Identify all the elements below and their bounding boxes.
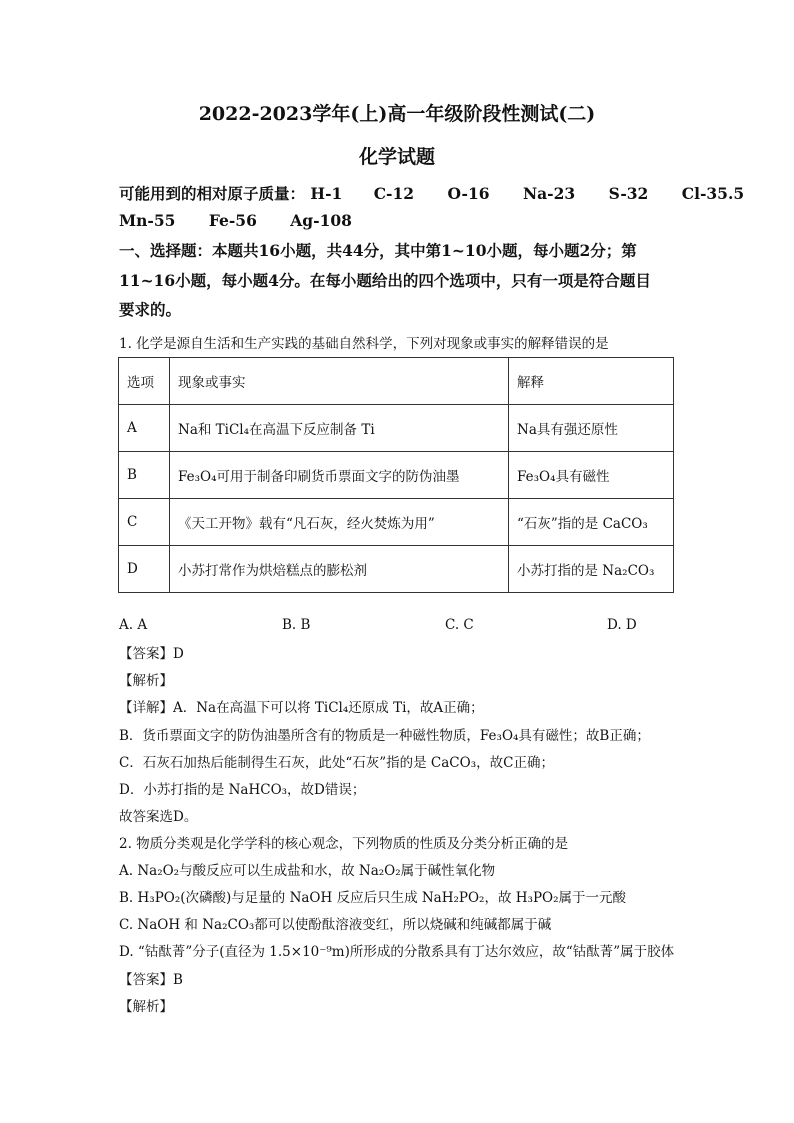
question-2-stem: 2. 物质分类观是化学学科的核心观念，下列物质的性质及分类分析正确的是 bbox=[119, 836, 569, 852]
atomic-mass-item: C-12 bbox=[373, 184, 415, 203]
option-c: C. C bbox=[445, 617, 474, 633]
question-1-answer: 【答案】D bbox=[119, 646, 184, 662]
question-1-detail-line: B．货币票面文字的防伪油墨所含有的物质是一种磁性物质，Fe₃O₄具有磁性；故B正确； bbox=[119, 728, 650, 744]
table-cell-option: C bbox=[119, 499, 170, 546]
question-2-option-a: A. Na₂O₂与酸反应可以生成盐和水，故 Na₂O₂属于碱性氧化物 bbox=[119, 863, 496, 879]
table-row bbox=[119, 499, 674, 546]
question-2-option-d: D. “钴酞菁”分子(直径为 1.5×10⁻⁹m)所形成的分散系具有丁达尔效应，故“钴酞菁”属于胶体 bbox=[119, 944, 675, 960]
atomic-mass-item: Mn-55 bbox=[119, 211, 176, 230]
table-cell-explanation: Fe₃O₄具有磁性 bbox=[509, 452, 674, 499]
exam-title: 2022-2023学年(上)高一年级阶段性测试(二) bbox=[198, 103, 596, 125]
question-2-option-c: C. NaOH 和 Na₂CO₃都可以使酚酞溶液变红，所以烧碱和纯碱都属于碱 bbox=[119, 917, 552, 933]
section-instructions-line-2: 11~16小题，每小题4分。在每小题给出的四个选项中，只有一项是符合题目 bbox=[119, 271, 651, 290]
atomic-mass-item: Cl-35.5 bbox=[681, 184, 745, 203]
section-instructions-line-1: 一、选择题：本题共16小题，共44分，其中第1~10小题，每小题2分；第 bbox=[119, 241, 637, 260]
question-2-answer: 【答案】B bbox=[119, 972, 183, 988]
atomic-mass-item: S-32 bbox=[608, 184, 649, 203]
table-cell-option: A bbox=[119, 405, 170, 452]
table-cell-explanation: “石灰”指的是 CaCO₃ bbox=[509, 499, 674, 546]
atomic-mass-item: Na-23 bbox=[522, 184, 576, 203]
option-b: B. B bbox=[282, 617, 311, 633]
table-row bbox=[119, 546, 674, 593]
table-cell-fact: 小苏打常作为烘焙糕点的膨松剂 bbox=[170, 546, 509, 593]
section-instructions-line-3: 要求的。 bbox=[119, 300, 182, 319]
table-header-cell: 选项 bbox=[119, 358, 170, 405]
atomic-mass-item: H-1 bbox=[310, 184, 343, 203]
question-1-detail-line: D．小苏打指的是 NaHCO₃，故D错误； bbox=[119, 782, 366, 798]
table-header-cell: 解释 bbox=[509, 358, 674, 405]
option-a: A. A bbox=[119, 617, 148, 633]
atomic-masses-line-2 bbox=[119, 211, 352, 230]
atomic-mass-item: O-16 bbox=[447, 184, 490, 203]
question-2-option-b: B. H₃PO₂(次磷酸)与足量的 NaOH 反应后只生成 NaH₂PO₂，故 H₃PO₂属于一元酸 bbox=[119, 890, 627, 906]
table-cell-option: B bbox=[119, 452, 170, 499]
question-1-detail-line: C．石灰石加热后能制得生石灰，此处“石灰”指的是 CaCO₃，故C正确； bbox=[119, 755, 554, 771]
question-1-analysis-label: 【解析】 bbox=[119, 673, 173, 689]
table-cell-fact: Na和 TiCl₄在高温下反应制备 Ti bbox=[170, 405, 509, 452]
table-header-row bbox=[119, 358, 674, 405]
table-header-cell: 现象或事实 bbox=[170, 358, 509, 405]
option-d: D. D bbox=[607, 617, 637, 633]
atomic-masses-label: 可能用到的相对原子质量： bbox=[119, 184, 306, 203]
table-cell-explanation: 小苏打指的是 Na₂CO₃ bbox=[509, 546, 674, 593]
subject-title: 化学试题 bbox=[358, 146, 435, 168]
table-cell-fact: Fe₃O₄可用于制备印刷货币票面文字的防伪油墨 bbox=[170, 452, 509, 499]
question-1-stem: 1. 化学是源自生活和生产实践的基础自然科学，下列对现象或事实的解释错误的是 bbox=[119, 336, 609, 352]
question-1-table bbox=[118, 357, 674, 593]
atomic-mass-item: Ag-108 bbox=[290, 211, 352, 230]
table-row bbox=[119, 405, 674, 452]
question-1-detail-line: 【详解】A．Na在高温下可以将 TiCl₄还原成 Ti，故A正确； bbox=[119, 700, 484, 716]
table-cell-option: D bbox=[119, 546, 170, 593]
atomic-masses-line-1 bbox=[119, 182, 744, 204]
table-cell-explanation: Na具有强还原性 bbox=[509, 405, 674, 452]
table-row bbox=[119, 452, 674, 499]
question-1-detail-line: 故答案选D。 bbox=[119, 809, 198, 825]
question-2-analysis-label: 【解析】 bbox=[119, 999, 173, 1015]
table-cell-fact: 《天工开物》载有“凡石灰，经火焚炼为用” bbox=[170, 499, 509, 546]
atomic-mass-item: Fe-56 bbox=[208, 211, 257, 230]
